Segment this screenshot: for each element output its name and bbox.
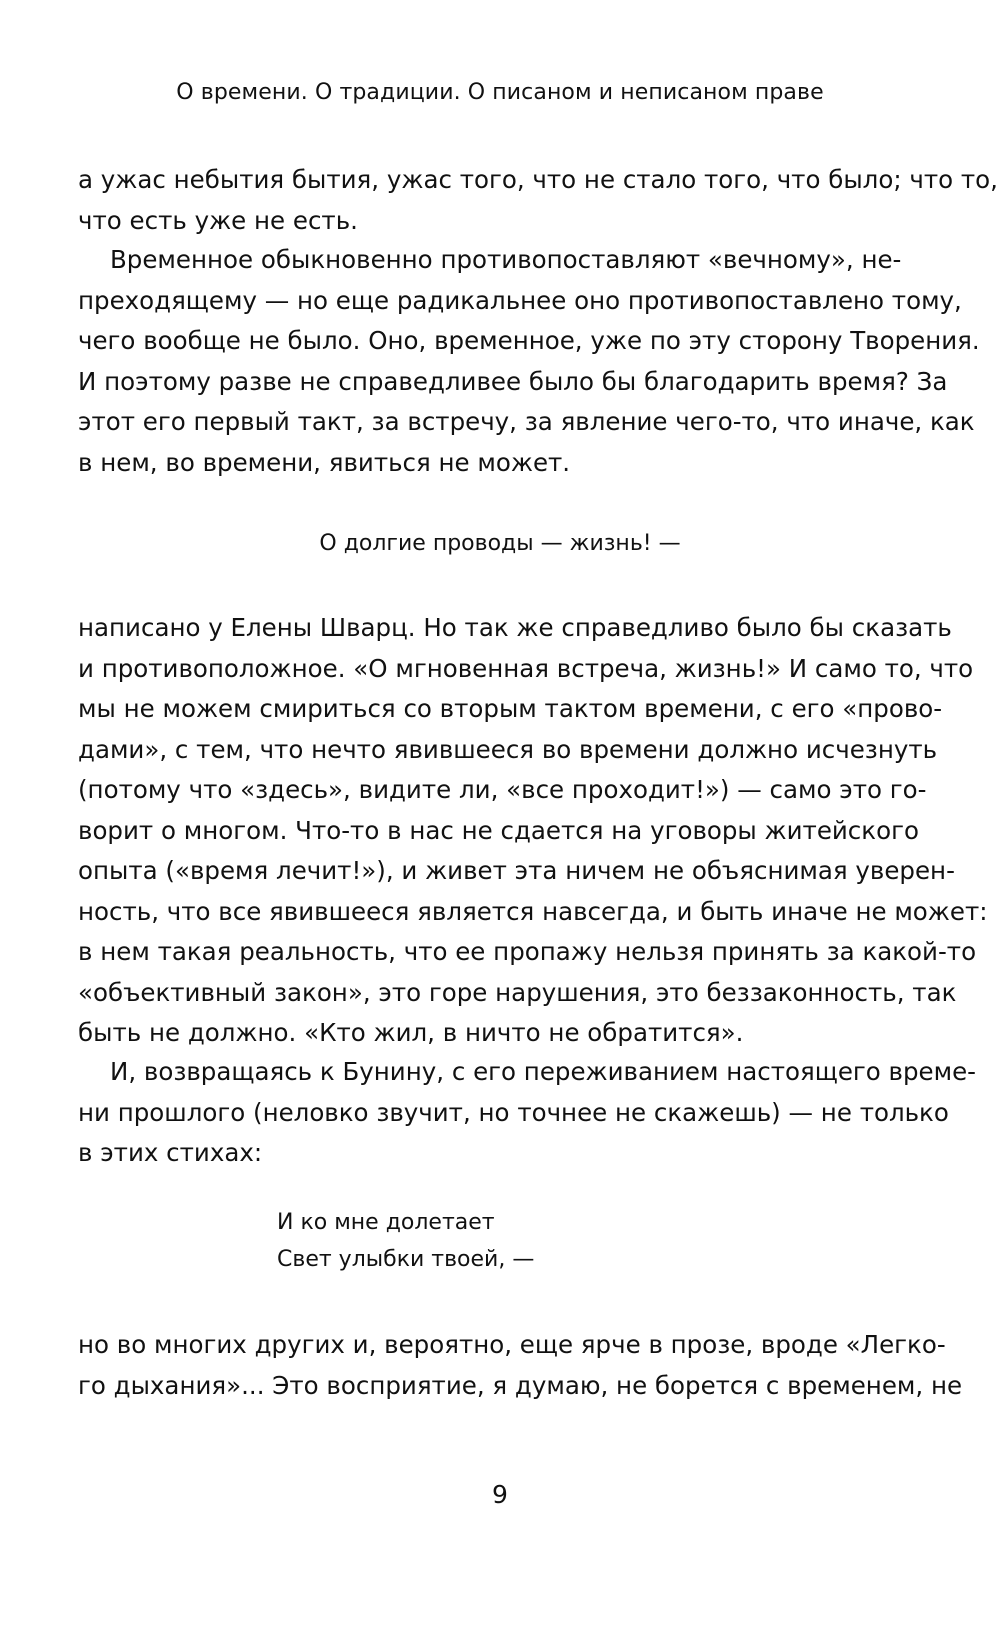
text-line: чего вообще не было. Оно, временное, уже по эту сторону Творения.	[78, 326, 980, 355]
text-line: И, возвращаясь к Бунину, с его переживанием настоящего време-	[110, 1057, 977, 1086]
text-line: дами», с тем, что нечто явившееся во времени должно исчезнуть	[78, 734, 938, 764]
poem-line: И ко мне долетает	[277, 1210, 495, 1235]
paragraph-3	[78, 608, 988, 1054]
text-line: го дыхания»... Это восприятие, я думаю, не борется с временем, не	[78, 1370, 963, 1400]
text-line: в нем, во времени, явиться не может.	[78, 447, 571, 477]
poem-quote	[277, 1204, 534, 1278]
text-line: этот его первый такт, за встречу, за явление чего-то, что иначе, как	[78, 407, 975, 436]
paragraph-2	[78, 240, 980, 483]
paragraph-5	[78, 1325, 963, 1406]
text-line: (потому что «здесь», видите ли, «все проходит!») — само это го-	[78, 775, 927, 804]
text-line: преходящему — но еще радикальнее оно противопоставлено тому,	[78, 285, 962, 315]
running-head: О времени. О традиции. О писаном и неписаном праве	[176, 80, 824, 105]
text-line: в нем такая реальность, что ее пропажу нельзя принять за какой-то	[78, 937, 977, 966]
text-line: ни прошлого (неловко звучит, но точнее не скажешь) — не только	[78, 1097, 949, 1127]
page-number: 9	[492, 1480, 508, 1509]
text-line: И поэтому разве не справедливее было бы благодарить время? За	[78, 366, 948, 396]
paragraph-1	[78, 160, 998, 241]
text-line: Временное обыкновенно противопоставляют «вечному», не-	[110, 245, 902, 274]
text-line: в этих стихах:	[78, 1138, 263, 1167]
epigraph: О долгие проводы — жизнь! —	[319, 531, 681, 556]
text-line: что есть уже не есть.	[78, 205, 358, 235]
text-line: быть не должно. «Кто жил, в ничто не обратится».	[78, 1018, 744, 1047]
text-line: «объективный закон», это горе нарушения, это беззаконность, так	[78, 977, 957, 1007]
text-line: ность, что все явившееся является навсегда, и быть иначе не может:	[78, 896, 988, 926]
text-line: написано у Елены Шварц. Но так же справедливо было бы сказать	[78, 613, 952, 642]
text-line: и противоположное. «О мгновенная встреча, жизнь!» И само то, что	[78, 653, 974, 683]
text-line: а ужас небытия бытия, ужас того, что не стало того, что было; что то,	[78, 165, 998, 194]
text-line: но во многих других и, вероятно, еще ярче в прозе, вроде «Легко-	[78, 1330, 946, 1359]
paragraph-4	[78, 1052, 977, 1174]
poem-line: Свет улыбки твоей, —	[277, 1247, 535, 1272]
text-line: мы не можем смириться со вторым тактом времени, с его «прово-	[78, 694, 943, 723]
text-line: ворит о многом. Что-то в нас не сдается на уговоры житейского	[78, 815, 919, 845]
text-line: опыта («время лечит!»), и живет эта ничем не объяснимая уверен-	[78, 856, 955, 885]
